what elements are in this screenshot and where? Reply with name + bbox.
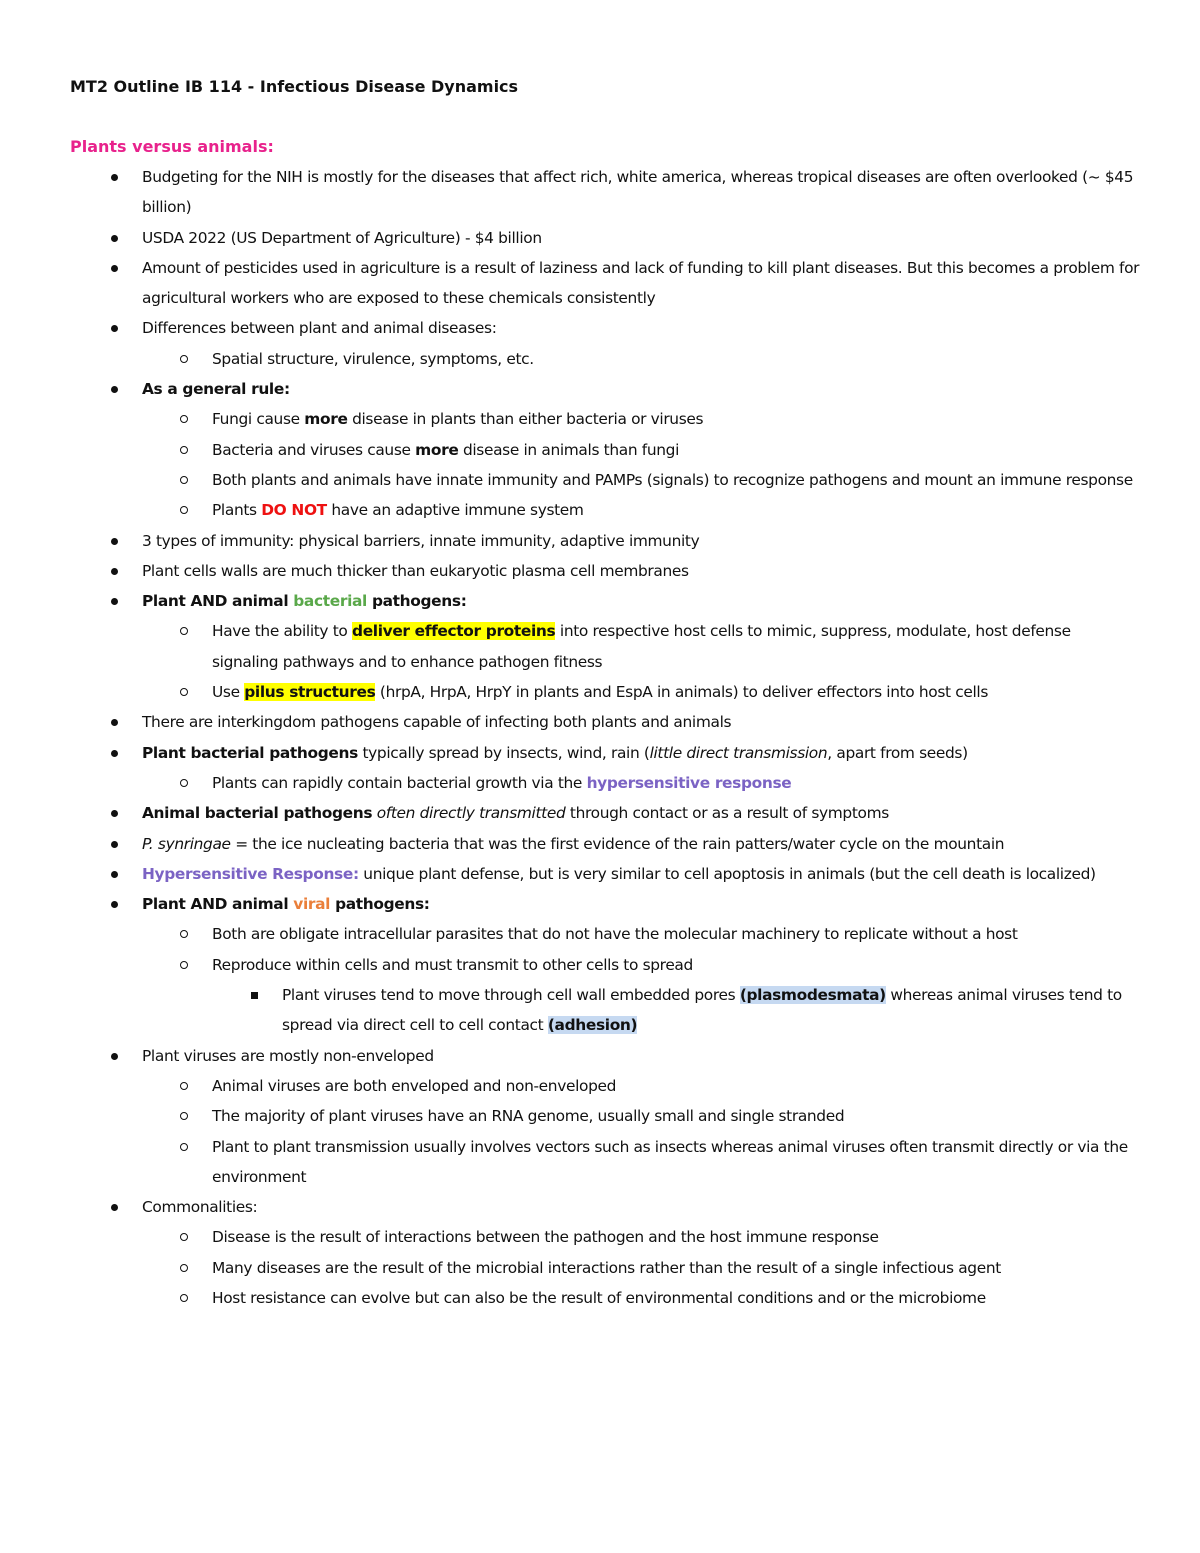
list-item: Have the ability to deliver effector proteins into respective host cells to mimic, suppress, modulate, host defense signaling pathways and to enhance pathogen fitness xyxy=(212,622,1071,671)
list-item: Disease is the result of interactions between the pathogen and the host immune response xyxy=(212,1228,879,1247)
list-item: Both plants and animals have innate immunity and PAMPs (signals) to recognize pathogens and mount an immune response xyxy=(212,470,1133,489)
section-heading: Plants versus animals: xyxy=(70,137,274,156)
list-item: Use pilus structures (hrpA, HrpA, HrpY in plants and EspA in animals) to deliver effectors into host cells xyxy=(212,683,989,702)
list-item: 3 types of immunity: physical barriers, innate immunity, adaptive immunity xyxy=(142,531,700,550)
list-item: Plant viruses are mostly non-enveloped xyxy=(142,1046,434,1065)
list-item: Fungi cause more disease in plants than either bacteria or viruses xyxy=(212,410,704,429)
list-item: There are interkingdom pathogens capable of infecting both plants and animals xyxy=(142,713,732,732)
list-item: Plant bacterial pathogens typically spread by insects, wind, rain (little direct transmission, apart from seeds) xyxy=(142,743,968,762)
list-item: The majority of plant viruses have an RNA genome, usually small and single stranded xyxy=(212,1107,845,1126)
list-item: Animal bacterial pathogens often directly transmitted through contact or as a result of symptoms xyxy=(142,804,889,823)
list-item: Plant viruses tend to move through cell wall embedded pores (plasmodesmata) whereas animal viruses tend to spread via direct cell to cell contact (adhesion) xyxy=(282,986,1122,1035)
list-item: Plant cells walls are much thicker than eukaryotic plasma cell membranes xyxy=(142,561,689,580)
list-item: Plant AND animal viral pathogens: xyxy=(142,895,430,914)
list-item: Spatial structure, virulence, symptoms, etc. xyxy=(212,349,534,368)
list-item: Reproduce within cells and must transmit to other cells to spread xyxy=(212,955,693,974)
list-item: Plant AND animal bacterial pathogens: xyxy=(142,592,467,611)
list-item: Amount of pesticides used in agriculture is a result of laziness and lack of funding to kill plant diseases. But this becomes a problem for agricultural workers who are exposed to these chemicals consistently xyxy=(142,258,1140,308)
list-item: Plants can rapidly contain bacterial growth via the hypersensitive response xyxy=(212,773,792,792)
list-item: As a general rule: xyxy=(142,380,290,399)
document-title: MT2 Outline IB 114 - Infectious Disease Dynamics xyxy=(70,77,519,96)
list-item: Bacteria and viruses cause more disease in animals than fungi xyxy=(212,440,679,459)
list-item: Plants DO NOT have an adaptive immune system xyxy=(212,501,584,520)
list-item: Commonalities: xyxy=(142,1198,258,1217)
list-item: Both are obligate intracellular parasites that do not have the molecular machinery to replicate without a host xyxy=(212,925,1018,944)
list-item: Differences between plant and animal diseases: xyxy=(142,319,497,338)
outline-list xyxy=(70,162,1140,1313)
list-item: Animal viruses are both enveloped and non-enveloped xyxy=(212,1076,617,1095)
list-item: Plant to plant transmission usually involves vectors such as insects whereas animal viruses often transmit directly or via the environment xyxy=(212,1137,1128,1186)
list-item: Budgeting for the NIH is mostly for the diseases that affect rich, white america, whereas tropical diseases are often overlooked (~ $45 billion) xyxy=(142,168,1134,217)
list-item: USDA 2022 (US Department of Agriculture) - $4 billion xyxy=(142,228,542,247)
list-item: Host resistance can evolve but can also be the result of environmental conditions and or the microbiome xyxy=(212,1288,986,1307)
list-item: Many diseases are the result of the microbial interactions rather than the result of a single infectious agent xyxy=(212,1258,1001,1277)
list-item: P. synringae = the ice nucleating bacteria that was the first evidence of the rain patters/water cycle on the mountain xyxy=(142,834,1005,853)
list-item: Hypersensitive Response: unique plant defense, but is very similar to cell apoptosis in animals (but the cell death is localized) xyxy=(142,864,1096,883)
